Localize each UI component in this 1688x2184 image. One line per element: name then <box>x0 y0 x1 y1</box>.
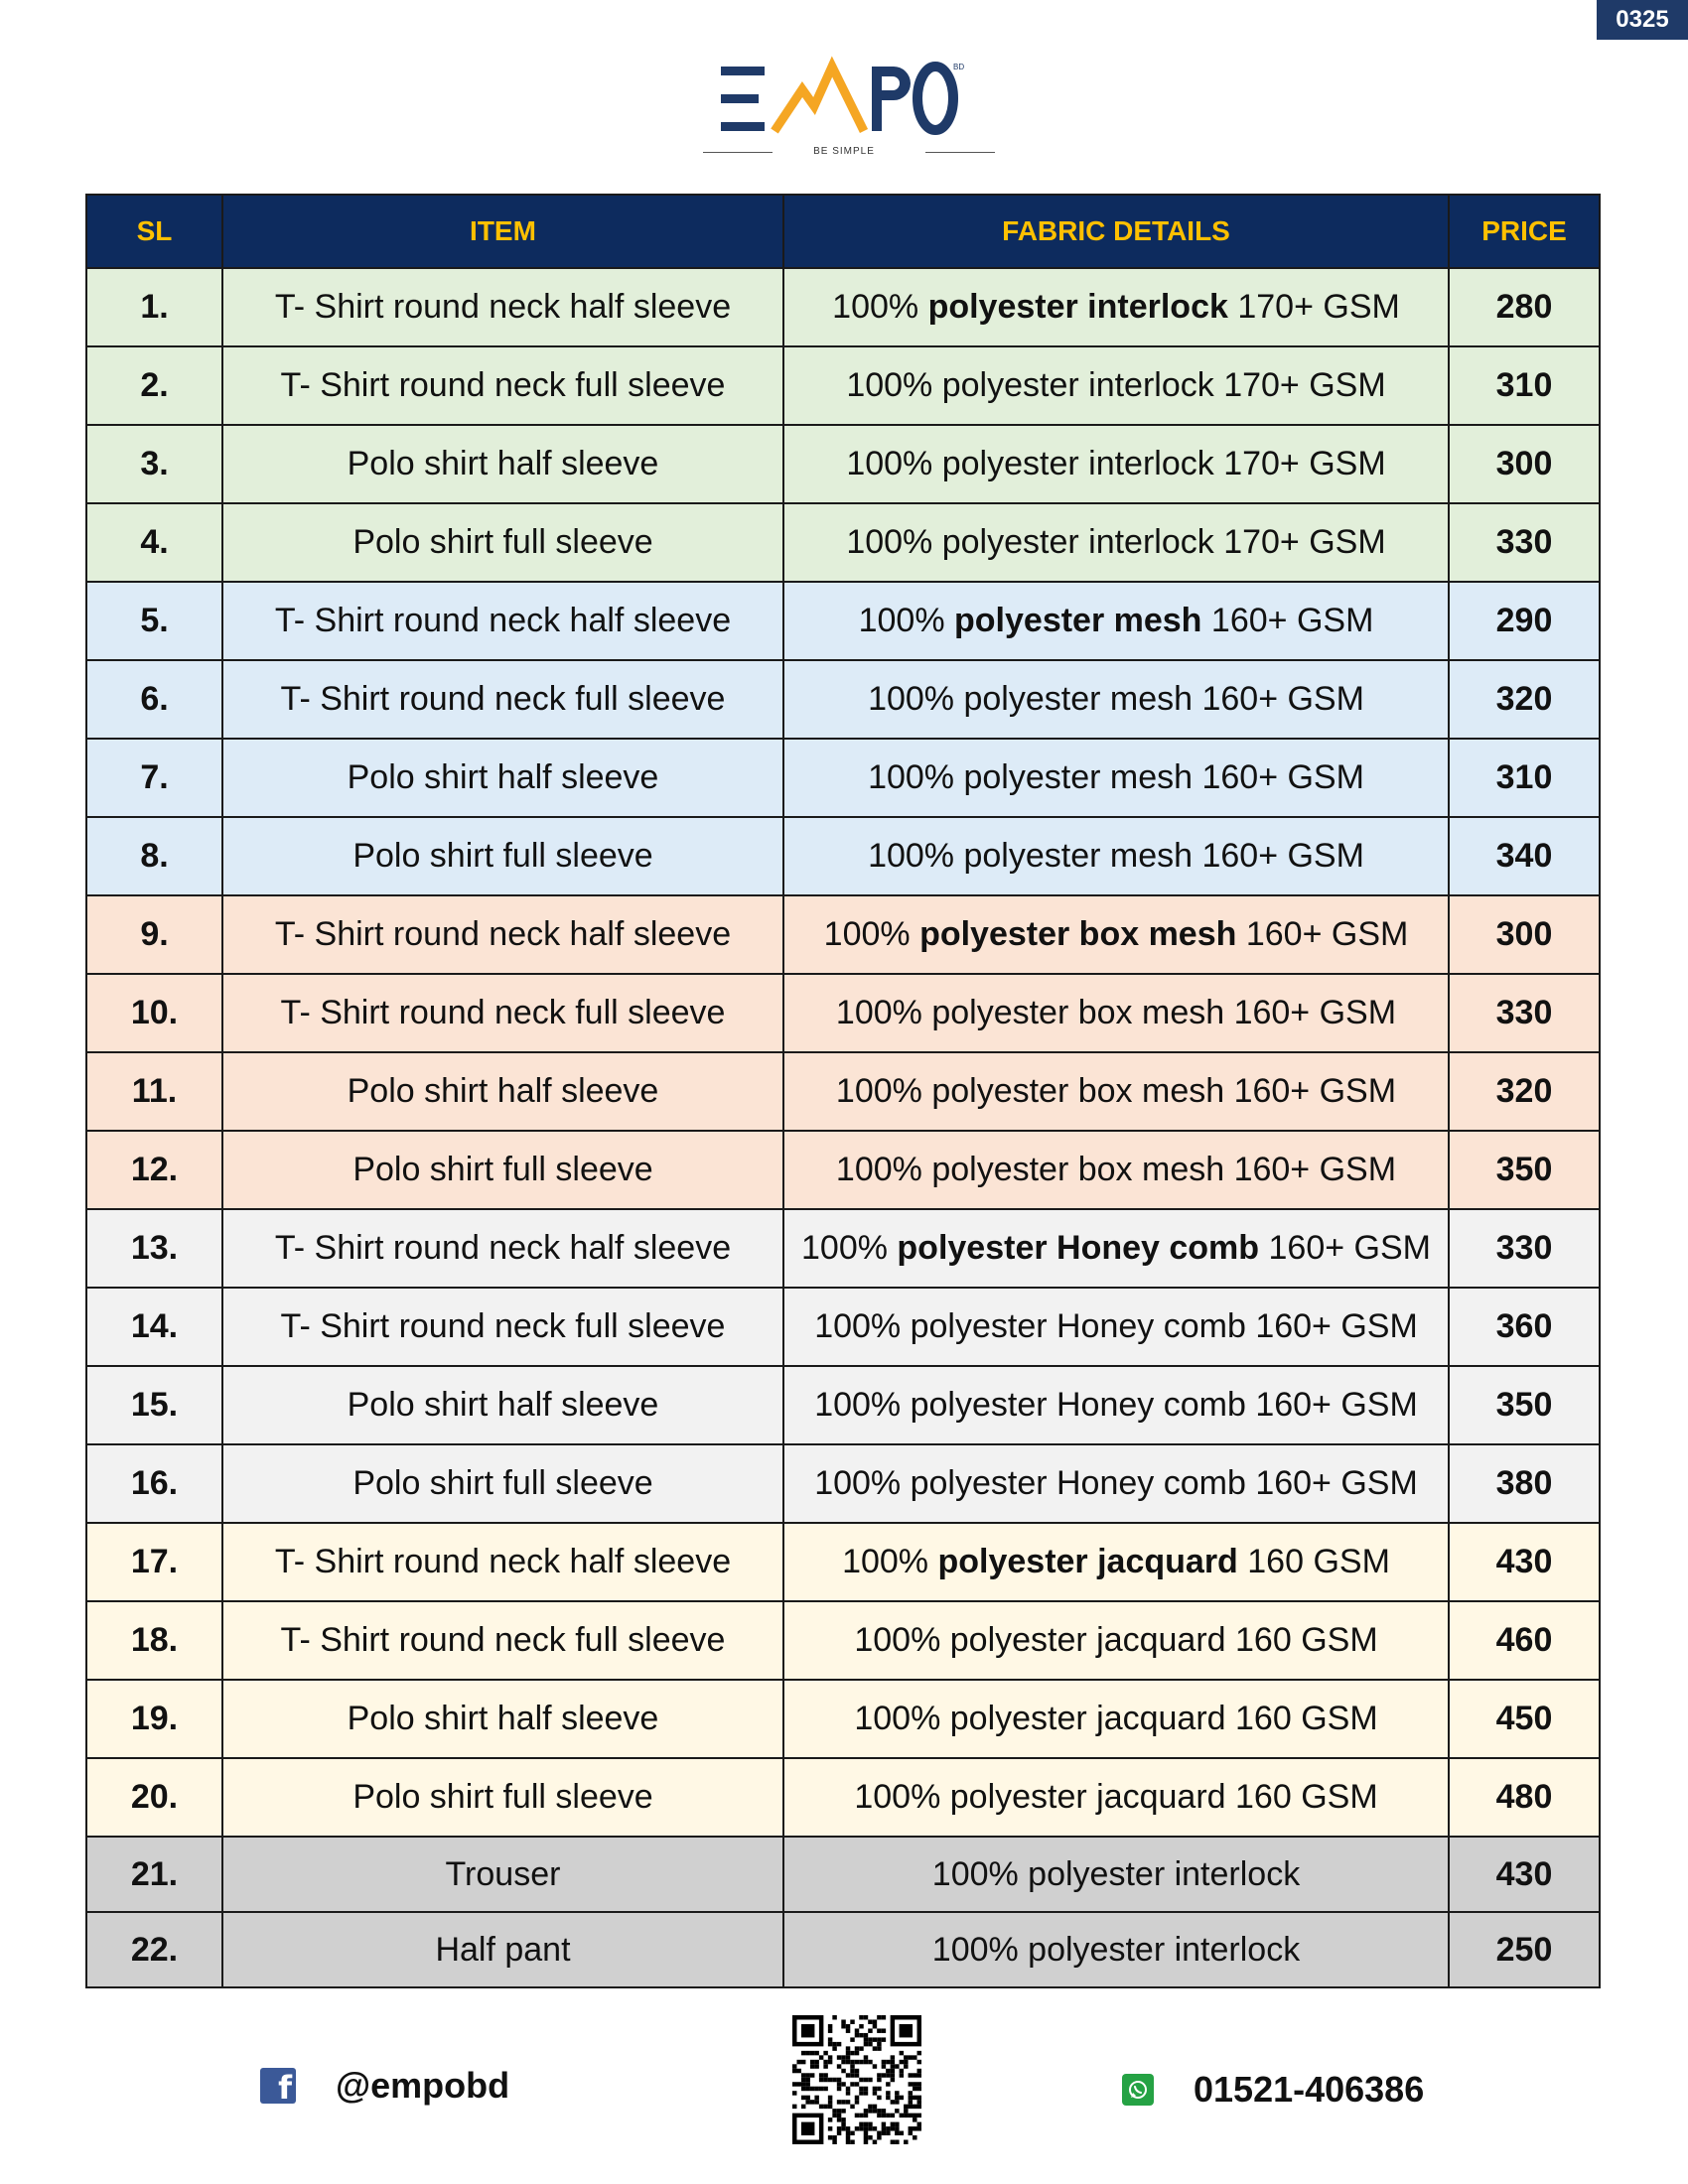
table-row <box>86 346 1600 425</box>
row-price: 330 <box>1449 974 1600 1052</box>
row-item: T- Shirt round neck half sleeve <box>222 268 783 346</box>
row-item: Half pant <box>222 1912 783 1987</box>
row-price: 330 <box>1449 1209 1600 1288</box>
row-item: Polo shirt full sleeve <box>222 1131 783 1209</box>
row-item: T- Shirt round neck full sleeve <box>222 346 783 425</box>
table-row <box>86 268 1600 346</box>
row-item: Polo shirt half sleeve <box>222 739 783 817</box>
fabric-text-suffix: 160+ GSM <box>1201 602 1374 639</box>
row-sl: 8. <box>86 817 222 895</box>
row-price: 350 <box>1449 1366 1600 1444</box>
row-sl: 7. <box>86 739 222 817</box>
row-fabric <box>783 1758 1449 1837</box>
fabric-text-suffix: 160 GSM <box>1237 1543 1390 1580</box>
fabric-text: 100% polyester mesh 160+ GSM <box>868 837 1364 875</box>
fabric-text: 100% polyester Honey comb 160+ GSM <box>814 1307 1418 1345</box>
row-sl: 13. <box>86 1209 222 1288</box>
row-price: 450 <box>1449 1680 1600 1758</box>
fabric-text: 100% polyester box mesh 160+ GSM <box>835 1072 1397 1110</box>
table-row <box>86 1444 1600 1523</box>
row-sl: 14. <box>86 1288 222 1366</box>
row-sl: 1. <box>86 268 222 346</box>
row-fabric <box>783 1837 1449 1912</box>
fabric-text: 100% polyester jacquard 160 GSM <box>854 1700 1378 1737</box>
fabric-highlight: polyester interlock <box>927 288 1228 326</box>
fabric-text: 100% polyester box mesh 160+ GSM <box>835 994 1397 1031</box>
row-price: 300 <box>1449 895 1600 974</box>
row-price: 480 <box>1449 1758 1600 1837</box>
row-fabric <box>783 582 1449 660</box>
fabric-text: 100% polyester interlock <box>931 1854 1301 1893</box>
fabric-text-suffix: 160+ GSM <box>1236 915 1409 953</box>
fabric-text: 100% <box>823 915 920 953</box>
row-fabric <box>783 974 1449 1052</box>
row-fabric <box>783 1523 1449 1601</box>
row-item: T- Shirt round neck half sleeve <box>222 895 783 974</box>
row-item: T- Shirt round neck half sleeve <box>222 582 783 660</box>
row-price: 290 <box>1449 582 1600 660</box>
row-sl: 18. <box>86 1601 222 1680</box>
row-fabric <box>783 425 1449 503</box>
row-sl: 12. <box>86 1131 222 1209</box>
row-price: 340 <box>1449 817 1600 895</box>
table-row <box>86 425 1600 503</box>
row-sl: 21. <box>86 1837 222 1912</box>
fabric-text: 100% polyester box mesh 160+ GSM <box>835 1151 1397 1188</box>
fabric-text: 100% polyester mesh 160+ GSM <box>868 758 1364 796</box>
row-fabric <box>783 346 1449 425</box>
row-fabric <box>783 268 1449 346</box>
row-item: Polo shirt full sleeve <box>222 1758 783 1837</box>
row-price: 250 <box>1449 1912 1600 1987</box>
fabric-text: 100% polyester Honey comb 160+ GSM <box>814 1386 1418 1424</box>
row-sl: 9. <box>86 895 222 974</box>
table-row <box>86 1209 1600 1288</box>
brand-logo <box>715 55 973 164</box>
row-fabric <box>783 1288 1449 1366</box>
fabric-text-suffix: 170+ GSM <box>1227 288 1400 326</box>
table-row <box>86 1523 1600 1601</box>
fabric-text: 100% <box>858 602 955 639</box>
fabric-highlight: polyester mesh <box>954 602 1202 639</box>
row-sl: 6. <box>86 660 222 739</box>
table-row <box>86 739 1600 817</box>
row-fabric <box>783 1131 1449 1209</box>
table-row <box>86 974 1600 1052</box>
row-fabric <box>783 739 1449 817</box>
row-item: T- Shirt round neck full sleeve <box>222 974 783 1052</box>
table-row <box>86 1912 1600 1987</box>
row-sl: 11. <box>86 1052 222 1131</box>
row-item: T- Shirt round neck full sleeve <box>222 1288 783 1366</box>
row-sl: 20. <box>86 1758 222 1837</box>
row-price: 310 <box>1449 739 1600 817</box>
document-code: 0325 <box>1597 0 1688 40</box>
fabric-text: 100% <box>842 1543 938 1580</box>
header-item: ITEM <box>222 195 783 268</box>
row-sl: 16. <box>86 1444 222 1523</box>
row-fabric <box>783 1209 1449 1288</box>
table-row <box>86 1288 1600 1366</box>
fabric-highlight: polyester jacquard <box>937 1543 1238 1580</box>
empo-logo-icon <box>715 55 973 144</box>
fabric-text: 100% polyester jacquard 160 GSM <box>854 1621 1378 1659</box>
row-price: 330 <box>1449 503 1600 582</box>
phone-number: 01521-406386 <box>1194 2069 1425 2110</box>
table-row <box>86 1837 1600 1912</box>
row-fabric <box>783 817 1449 895</box>
row-item: Polo shirt half sleeve <box>222 1366 783 1444</box>
row-fabric <box>783 1444 1449 1523</box>
row-item: Polo shirt half sleeve <box>222 1680 783 1758</box>
row-price: 350 <box>1449 1131 1600 1209</box>
fabric-highlight: polyester Honey comb <box>897 1229 1260 1267</box>
row-price: 360 <box>1449 1288 1600 1366</box>
row-item: Polo shirt full sleeve <box>222 817 783 895</box>
facebook-icon: f <box>260 2068 296 2104</box>
row-price: 320 <box>1449 660 1600 739</box>
facebook-handle: @empobd <box>336 2065 510 2106</box>
row-item: Trouser <box>222 1837 783 1912</box>
fabric-text: 100% polyester Honey comb 160+ GSM <box>814 1464 1418 1502</box>
table-row <box>86 895 1600 974</box>
row-price: 280 <box>1449 268 1600 346</box>
row-fabric <box>783 1912 1449 1987</box>
fabric-text: 100% polyester interlock <box>931 1930 1301 1969</box>
row-item: Polo shirt half sleeve <box>222 425 783 503</box>
row-price: 380 <box>1449 1444 1600 1523</box>
fabric-text-suffix: 160+ GSM <box>1259 1229 1431 1267</box>
table-row <box>86 1052 1600 1131</box>
table-row <box>86 1680 1600 1758</box>
fabric-text: 100% polyester interlock 170+ GSM <box>846 366 1386 404</box>
header-price: PRICE <box>1449 195 1600 268</box>
table-header-row <box>86 195 1600 268</box>
fabric-highlight: polyester box mesh <box>919 915 1237 953</box>
row-fabric <box>783 895 1449 974</box>
row-price: 430 <box>1449 1523 1600 1601</box>
row-sl: 19. <box>86 1680 222 1758</box>
price-table <box>85 194 1601 1988</box>
row-item: Polo shirt full sleeve <box>222 503 783 582</box>
qr-code-icon <box>792 2015 921 2144</box>
row-fabric <box>783 1680 1449 1758</box>
table-row <box>86 1131 1600 1209</box>
row-item: T- Shirt round neck full sleeve <box>222 660 783 739</box>
row-sl: 5. <box>86 582 222 660</box>
fabric-text: 100% polyester interlock 170+ GSM <box>846 523 1386 561</box>
whatsapp-contact[interactable] <box>1122 2069 1424 2111</box>
brand-tagline: BE SIMPLE <box>774 146 914 157</box>
row-sl: 4. <box>86 503 222 582</box>
table-row <box>86 1366 1600 1444</box>
table-row <box>86 503 1600 582</box>
row-price: 310 <box>1449 346 1600 425</box>
footer <box>0 2005 1688 2174</box>
table-row <box>86 582 1600 660</box>
fabric-text: 100% polyester jacquard 160 GSM <box>854 1778 1378 1816</box>
row-fabric <box>783 660 1449 739</box>
row-fabric <box>783 503 1449 582</box>
fabric-text: 100% <box>832 288 928 326</box>
row-fabric <box>783 1601 1449 1680</box>
row-sl: 17. <box>86 1523 222 1601</box>
row-item: Polo shirt full sleeve <box>222 1444 783 1523</box>
row-price: 320 <box>1449 1052 1600 1131</box>
table-row <box>86 660 1600 739</box>
table-row <box>86 1601 1600 1680</box>
facebook-contact[interactable] <box>260 2065 509 2107</box>
header-fabric-details: FABRIC DETAILS <box>783 195 1449 268</box>
table-row <box>86 817 1600 895</box>
table-row <box>86 1758 1600 1837</box>
row-item: T- Shirt round neck half sleeve <box>222 1523 783 1601</box>
row-price: 300 <box>1449 425 1600 503</box>
fabric-text: 100% polyester interlock 170+ GSM <box>846 445 1386 482</box>
row-sl: 2. <box>86 346 222 425</box>
whatsapp-icon <box>1122 2074 1154 2106</box>
header-sl: SL <box>86 195 222 268</box>
row-sl: 15. <box>86 1366 222 1444</box>
row-sl: 22. <box>86 1912 222 1987</box>
brand-superscript: BD <box>953 63 965 71</box>
row-price: 430 <box>1449 1837 1600 1912</box>
row-sl: 10. <box>86 974 222 1052</box>
row-fabric <box>783 1052 1449 1131</box>
row-item: Polo shirt half sleeve <box>222 1052 783 1131</box>
fabric-text: 100% <box>801 1229 898 1267</box>
row-price: 460 <box>1449 1601 1600 1680</box>
row-sl: 3. <box>86 425 222 503</box>
fabric-text: 100% polyester mesh 160+ GSM <box>868 680 1364 718</box>
row-item: T- Shirt round neck full sleeve <box>222 1601 783 1680</box>
row-item: T- Shirt round neck half sleeve <box>222 1209 783 1288</box>
row-fabric <box>783 1366 1449 1444</box>
